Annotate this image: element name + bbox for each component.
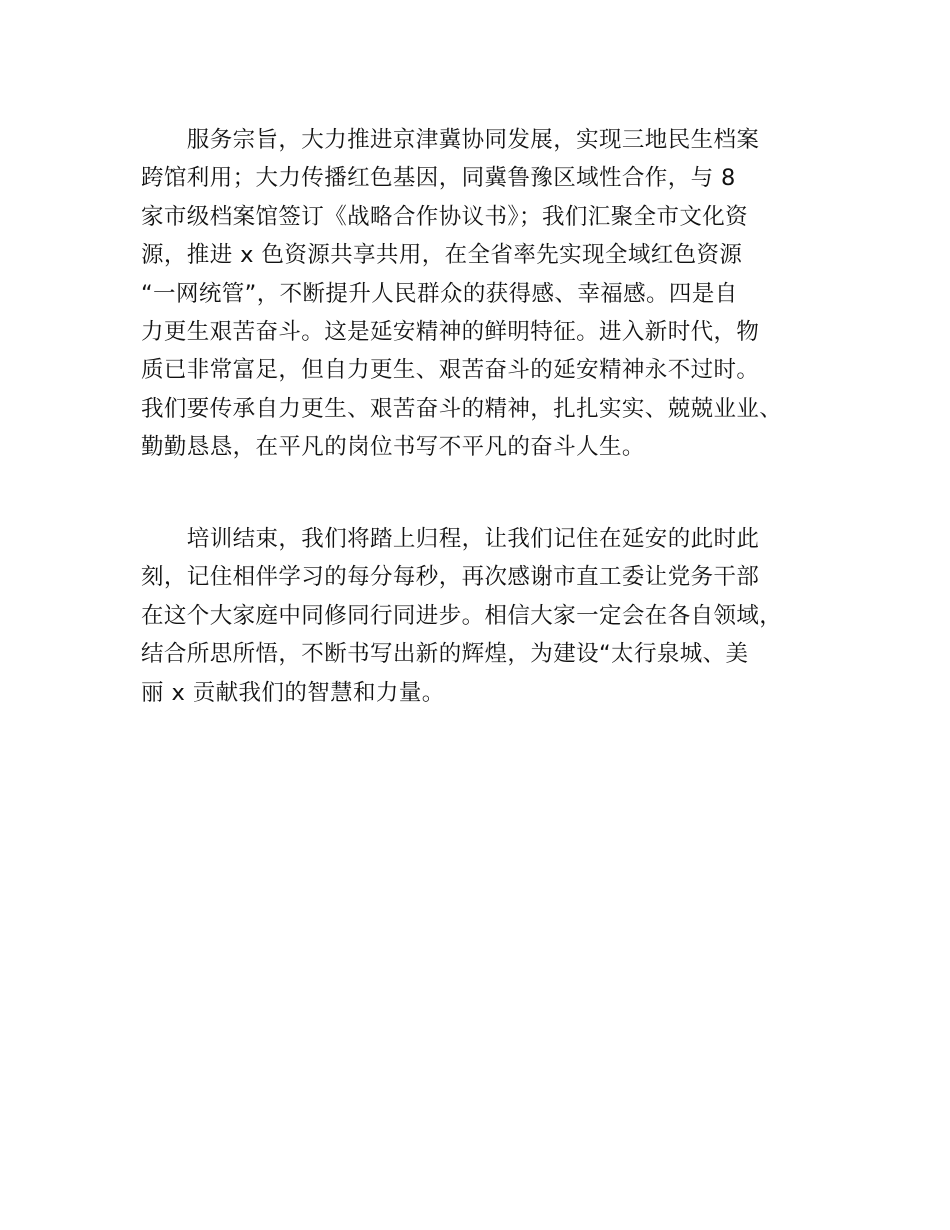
paragraph-line: 我们要传承自力更生、艰苦奋斗的精神，扎扎实实、兢兢业业、 bbox=[141, 395, 783, 422]
paragraph-line: 在这个大家庭中同修同行同进步。相信大家一定会在各自领域， bbox=[141, 602, 783, 629]
paragraph-line: 刻，记住相伴学习的每分每秒，再次感谢市直工委让党务干部 bbox=[141, 564, 760, 591]
paragraph-line: 培训结束，我们将踏上归程，让我们记住在延安的此时此 bbox=[141, 526, 760, 552]
paragraph-line: 力更生艰苦奋斗。这是延安精神的鲜明特征。进入新时代，物 bbox=[141, 318, 760, 345]
paragraph-line: 结合所思所悟，不断书写出新的辉煌，为建设“太行泉城、美 bbox=[141, 641, 749, 668]
paragraph-line: 丽 x 贡献我们的智慧和力量。 bbox=[141, 679, 445, 706]
paragraph-1 bbox=[141, 121, 841, 467]
paragraph-line: 跨馆利用；大力传播红色基因，同冀鲁豫区域性合作，与 8 bbox=[141, 165, 736, 192]
paragraph-line: “一网统管”，不断提升人民群众的获得感、幸福感。四是自 bbox=[141, 280, 738, 307]
paragraph-line: 源，推进 x 色资源共享共用，在全省率先实现全域红色资源 bbox=[141, 242, 743, 269]
paragraph-line: 家市级档案馆签订《战略合作协议书》；我们汇聚全市文化资 bbox=[141, 203, 749, 230]
paragraph-2 bbox=[141, 520, 841, 712]
paragraph-line: 勤勤恳恳，在平凡的岗位书写不平凡的奋斗人生。 bbox=[141, 434, 645, 461]
paragraph-line: 服务宗旨，大力推进京津冀协同发展，实现三地民生档案 bbox=[141, 127, 760, 153]
paragraph-line: 质已非常富足，但自力更生、艰苦奋斗的延安精神永不过时。 bbox=[141, 357, 760, 384]
